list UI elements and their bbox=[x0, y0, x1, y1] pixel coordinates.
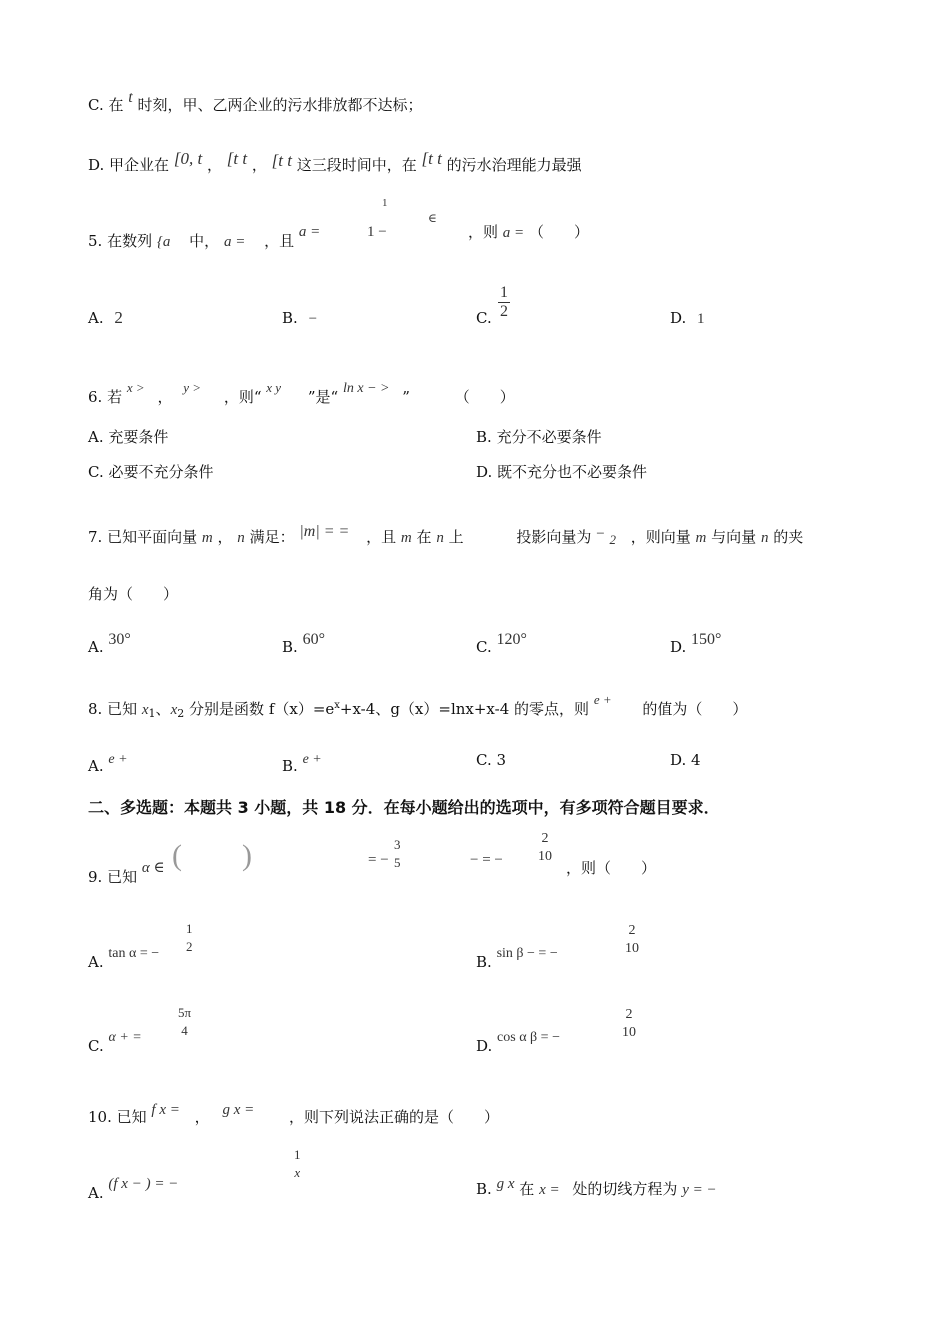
q7-option-b[interactable]: B. 60° bbox=[282, 631, 325, 656]
question-number: 6. 若 bbox=[88, 388, 123, 406]
question-number: 7. 已知平面向量 bbox=[88, 528, 198, 546]
interval-bracket: ( ) bbox=[172, 839, 252, 872]
projection: − bbox=[596, 526, 605, 542]
q9-option-d[interactable]: D. cos α β = − bbox=[476, 1030, 560, 1055]
q9-stem bbox=[88, 858, 165, 887]
q6-option-a[interactable]: A. 充要条件 bbox=[88, 428, 169, 446]
q8-option-c[interactable]: C. 3 bbox=[476, 751, 507, 769]
q10-option-b[interactable]: B. g x 在 x = 处的切线方程为 y = − bbox=[476, 1176, 717, 1198]
answer-paren: （ ） bbox=[454, 388, 515, 406]
fraction-b: 2 10 bbox=[625, 923, 639, 956]
q9-option-a[interactable]: A. tan α = − bbox=[88, 946, 160, 971]
question-number: 5. 在数列 bbox=[88, 232, 153, 250]
q5-option-d[interactable]: D. 1 bbox=[670, 309, 705, 327]
interval-1: [0, t bbox=[173, 149, 203, 168]
fraction-c: 5π 4 bbox=[178, 1005, 192, 1038]
function-g: g（x）=lnx+x-4 bbox=[390, 700, 510, 718]
initial-term: a = bbox=[223, 234, 246, 250]
q6-option-d[interactable]: D. 既不充分也不必要条件 bbox=[476, 463, 648, 481]
q10-stem: 10. 已知 f x = ， g x = ，则下列说法正确的是（ ） bbox=[88, 1102, 500, 1126]
q5-option-b[interactable]: B. − bbox=[282, 309, 318, 327]
q9-option-b[interactable]: B. sin β − = − bbox=[476, 946, 558, 971]
q5-stem: 5. 在数列 {a 中， a = ，且 a = bbox=[88, 224, 321, 250]
recurrence-denominator: 1 − bbox=[367, 224, 387, 240]
q8-stem: 8. 已知 $x_1$、$x_2$ 分别是函数 $f(x)=e^x+x-4$、g（x）=lnx+x-4 的零点，则 e + 的值为（ ） bbox=[88, 692, 748, 720]
q5-option-c[interactable]: C. bbox=[476, 309, 492, 327]
function-f: f（x）=e bbox=[268, 700, 335, 718]
section-heading: 二、多选题：本题共 3 小题，共 18 分．在每小题给出的选项中，有多项符合题目要求． bbox=[88, 798, 720, 817]
alpha-domain: α ∈ bbox=[141, 860, 165, 876]
question-number: 9. 已知 bbox=[88, 868, 138, 886]
fraction-one-half: $\frac{1}{2}$ bbox=[500, 284, 508, 320]
q8-option-a[interactable]: A. e + bbox=[88, 752, 128, 775]
target-term: a = bbox=[502, 225, 525, 241]
question-number: 8. 已知 bbox=[88, 700, 138, 718]
answer-paren: （ ） bbox=[528, 223, 589, 241]
q5-option-a[interactable]: A. 2 bbox=[88, 308, 123, 327]
q8-option-b[interactable]: B. e + bbox=[282, 752, 322, 775]
q8-option-d[interactable]: D. 4 bbox=[670, 751, 701, 769]
interval-3: [t t bbox=[271, 151, 292, 170]
q9-option-c[interactable]: C. α + = bbox=[88, 1030, 142, 1055]
element-of: ∈ bbox=[428, 211, 437, 225]
tangent-equation: y = − bbox=[682, 1182, 717, 1198]
option-label: D. bbox=[88, 156, 105, 174]
fraction-eq1: 3 5 bbox=[394, 837, 401, 870]
function-f: f x = bbox=[151, 1102, 180, 1118]
norm-condition: |m| = = bbox=[299, 523, 350, 540]
fraction-a: 1 2 bbox=[186, 921, 193, 954]
q10-option-a[interactable]: A. (f x − ) = − bbox=[88, 1176, 179, 1202]
recurrence-numerator: 1 bbox=[382, 197, 388, 209]
q4-option-d: D. 甲企业在 [0, t ， [t t ， [t t 这三段时间中，在 [t t 的污水治理能力最强 bbox=[88, 149, 582, 174]
fraction-d: 2 10 bbox=[622, 1007, 636, 1040]
q6-option-b[interactable]: B. 充分不必要条件 bbox=[476, 428, 602, 446]
q5-stem-end: ，则 a = （ ） bbox=[468, 223, 589, 241]
interval-4: [t t bbox=[421, 149, 442, 168]
expression: e + bbox=[593, 692, 612, 707]
q7-stem: 7. 已知平面向量 m ， n 满足： |m| = = ，且 m 在 n 上 投影向量为 − 2 ，则向量 m 与向量 n 的夹 bbox=[88, 523, 804, 547]
q7-option-a[interactable]: A. 30° bbox=[88, 631, 131, 656]
q7-stem-line2: 角为（ ） bbox=[88, 585, 179, 603]
q4-option-c: C. 在 t 时刻，甲、乙两企业的污水排放都不达标； bbox=[88, 89, 423, 114]
sequence: {a bbox=[156, 234, 171, 250]
interval-2: [t t bbox=[226, 149, 248, 168]
option-label: C. bbox=[88, 96, 104, 114]
fraction-10a: 1 x bbox=[294, 1147, 301, 1180]
q6-stem: 6. 若 x > ， y > ，则“ x y ”是“ ln x − > ” （ ） bbox=[88, 380, 515, 406]
recurrence-lhs: a = bbox=[298, 224, 321, 240]
fraction-eq2: 2 10 bbox=[538, 831, 552, 864]
question-number: 10. 已知 bbox=[88, 1108, 147, 1126]
q7-option-d[interactable]: D. 150° bbox=[670, 631, 722, 656]
function-g: g x = bbox=[222, 1102, 255, 1118]
q7-option-c[interactable]: C. 120° bbox=[476, 631, 527, 656]
q6-option-c[interactable]: C. 必要不充分条件 bbox=[88, 463, 214, 481]
math-var: t bbox=[128, 89, 133, 106]
